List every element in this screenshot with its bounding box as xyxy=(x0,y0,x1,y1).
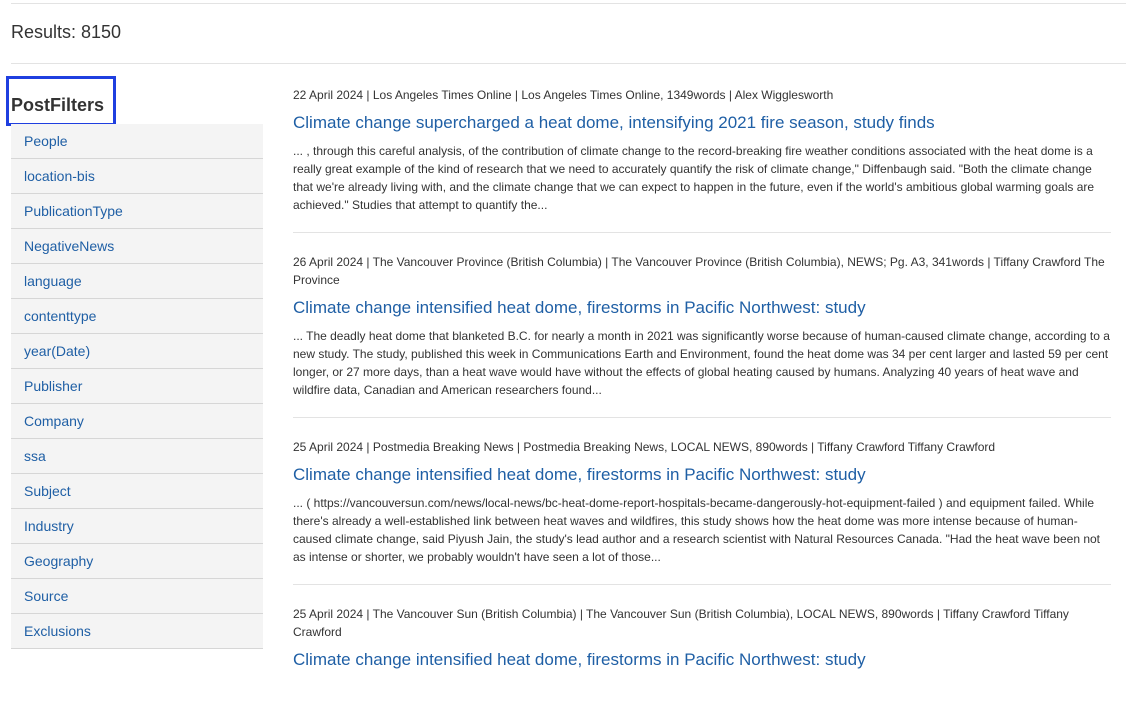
results-list xyxy=(293,86,1111,717)
result-snippet: ... ( https://vancouversun.com/news/local-news/bc-heat-dome-report-hospitals-became-dangerously-hot-equipment-failed ) and equipment failed. While there's already a well-established link between heat waves and wildfires, this study shows how the heat dome was more intense because of human-caused climate change, said Piyush Jain, the study's lead author and a research scientist with Natural Resources Canada. "Had the heat wave been not as intense or shorter, we probably wouldn't have seen a lot of those... xyxy=(293,496,1101,564)
filter-year-date[interactable]: year(Date) xyxy=(11,334,263,369)
result-title-link[interactable]: Climate change supercharged a heat dome, intensifying 2021 fire season, study finds xyxy=(293,113,935,132)
results-divider xyxy=(11,63,1126,64)
post-filters-heading xyxy=(6,76,116,126)
filter-geography[interactable]: Geography xyxy=(11,544,263,579)
filter-content-type[interactable]: contenttype xyxy=(11,299,263,334)
filter-industry[interactable]: Industry xyxy=(11,509,263,544)
results-count: Results: 8150 xyxy=(11,22,122,42)
result-title-link[interactable]: Climate change intensified heat dome, firestorms in Pacific Northwest: study xyxy=(293,465,866,484)
filter-source[interactable]: Source xyxy=(11,579,263,614)
result-meta: 25 April 2024 | Postmedia Breaking News | Postmedia Breaking News, LOCAL NEWS, 890words | Tiffany Crawford Tiffany Crawford xyxy=(293,440,996,454)
top-divider xyxy=(11,3,1126,4)
result-meta: 25 April 2024 | The Vancouver Sun (British Columbia) | The Vancouver Sun (British Columbia), LOCAL NEWS, 890words | Tiffany Crawford Tiffany Crawford xyxy=(293,607,1069,639)
filter-publication-type[interactable]: PublicationType xyxy=(11,194,263,229)
filter-location-bis[interactable]: location-bis xyxy=(11,159,263,194)
result-title-link[interactable]: Climate change intensified heat dome, firestorms in Pacific Northwest: study xyxy=(293,650,866,669)
result-meta: 22 April 2024 | Los Angeles Times Online | Los Angeles Times Online, 1349words | Alex Wigglesworth xyxy=(293,88,834,102)
filter-publisher[interactable]: Publisher xyxy=(11,369,263,404)
filter-exclusions[interactable]: Exclusions xyxy=(11,614,263,649)
filter-language[interactable]: language xyxy=(11,264,263,299)
result-item xyxy=(293,253,1111,418)
result-item xyxy=(293,438,1111,585)
filter-ssa[interactable]: ssa xyxy=(11,439,263,474)
result-title-link[interactable]: Climate change intensified heat dome, firestorms in Pacific Northwest: study xyxy=(293,298,866,317)
result-item xyxy=(293,605,1111,697)
result-item xyxy=(293,86,1111,233)
post-filters-heading-label: PostFilters xyxy=(11,95,105,115)
filter-subject[interactable]: Subject xyxy=(11,474,263,509)
filter-people[interactable]: People xyxy=(11,124,263,159)
result-snippet: ... The deadly heat dome that blanketed B.C. for nearly a month in 2021 was significantly worse because of human-caused climate change, according to a new study. The study, published this week in Communications Earth and Environment, found the heat dome was 34 per cent larger and lasted 59 per cent longer, or 27 more days, than a heat wave would have without the effects of global heating caused by humans. Analyzing 40 years of heat wave and wildfire data, Canadian and American researchers found... xyxy=(293,329,1110,397)
filter-negative-news[interactable]: NegativeNews xyxy=(11,229,263,264)
filter-company[interactable]: Company xyxy=(11,404,263,439)
result-meta: 26 April 2024 | The Vancouver Province (British Columbia) | The Vancouver Province (British Columbia), NEWS; Pg. A3, 341words | Tiffany Crawford The Province xyxy=(293,255,1105,287)
result-snippet: ... , through this careful analysis, of the contribution of climate change to the record-breaking fire weather conditions associated with the heat dome is a really great example of the kind of research that we need to accurately quantify the risk of climate change," Diffenbaugh said. "Both the climate change that we're already living with, and the climate change that we can expect to happen in the future, even if the world's ambitious global warming goals are achieved." Studies that attempt to quantify the... xyxy=(293,144,1095,212)
filter-list xyxy=(11,124,263,649)
